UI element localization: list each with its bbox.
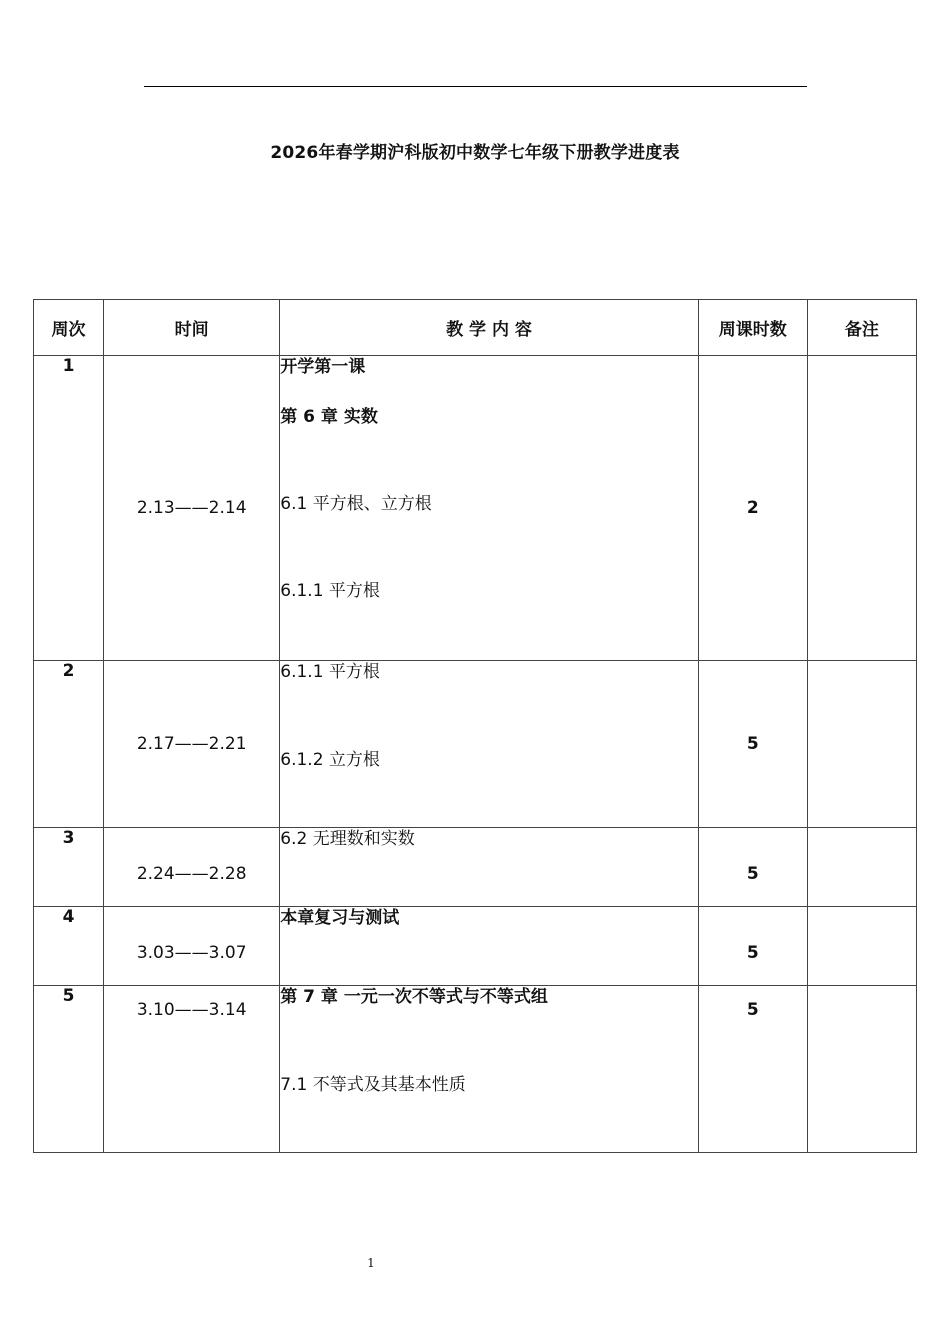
content-cell — [280, 907, 698, 986]
week-cell: 1 — [34, 356, 104, 661]
chapter-heading: 第 6 章 实数 — [280, 407, 378, 427]
header-content: 教 学 内 容 — [280, 300, 698, 356]
time-cell: 3.10——3.14 — [104, 986, 280, 1153]
content-line: 6.1.1 平方根 — [280, 581, 380, 601]
page-title: 2026年春学期沪科版初中数学七年级下册教学进度表 — [270, 143, 680, 163]
content-line: 6.1.2 立方根 — [280, 750, 380, 770]
page-number: 1 — [367, 1256, 375, 1270]
hours-cell: 5 — [698, 907, 807, 986]
table-row — [34, 828, 917, 907]
content-line: 6.1.1 平方根 — [280, 662, 380, 682]
header-note: 备注 — [807, 300, 916, 356]
table-row — [34, 986, 917, 1153]
header-week: 周次 — [34, 300, 104, 356]
content-line: 6.2 无理数和实数 — [280, 829, 415, 849]
time-cell: 3.03——3.07 — [104, 907, 280, 986]
time-cell: 2.17——2.21 — [104, 661, 280, 828]
hours-cell: 5 — [698, 661, 807, 828]
table-row — [34, 907, 917, 986]
hours-cell: 2 — [698, 356, 807, 661]
week-cell: 4 — [34, 907, 104, 986]
header-hours: 周课时数 — [698, 300, 807, 356]
content-cell — [280, 661, 698, 828]
content-line: 开学第一课 — [280, 357, 366, 377]
content-line: 7.1 不等式及其基本性质 — [280, 1075, 466, 1095]
table-row — [34, 356, 917, 661]
content-line: 本章复习与测试 — [280, 908, 400, 928]
content-cell — [280, 986, 698, 1153]
note-cell — [807, 907, 916, 986]
time-cell: 2.24——2.28 — [104, 828, 280, 907]
note-cell — [807, 828, 916, 907]
week-cell: 3 — [34, 828, 104, 907]
chapter-heading: 第 7 章 一元一次不等式与不等式组 — [280, 987, 548, 1007]
table-row — [34, 661, 917, 828]
content-cell — [280, 356, 698, 661]
note-cell — [807, 986, 916, 1153]
schedule-table — [33, 299, 917, 1153]
content-cell — [280, 828, 698, 907]
hours-cell: 5 — [698, 986, 807, 1153]
header-time: 时间 — [104, 300, 280, 356]
table-header-row — [34, 300, 917, 356]
time-cell: 2.13——2.14 — [104, 356, 280, 661]
hours-cell: 5 — [698, 828, 807, 907]
header-rule — [144, 86, 807, 87]
content-line: 6.1 平方根、立方根 — [280, 494, 432, 514]
note-cell — [807, 356, 916, 661]
week-cell: 5 — [34, 986, 104, 1153]
week-cell: 2 — [34, 661, 104, 828]
note-cell — [807, 661, 916, 828]
